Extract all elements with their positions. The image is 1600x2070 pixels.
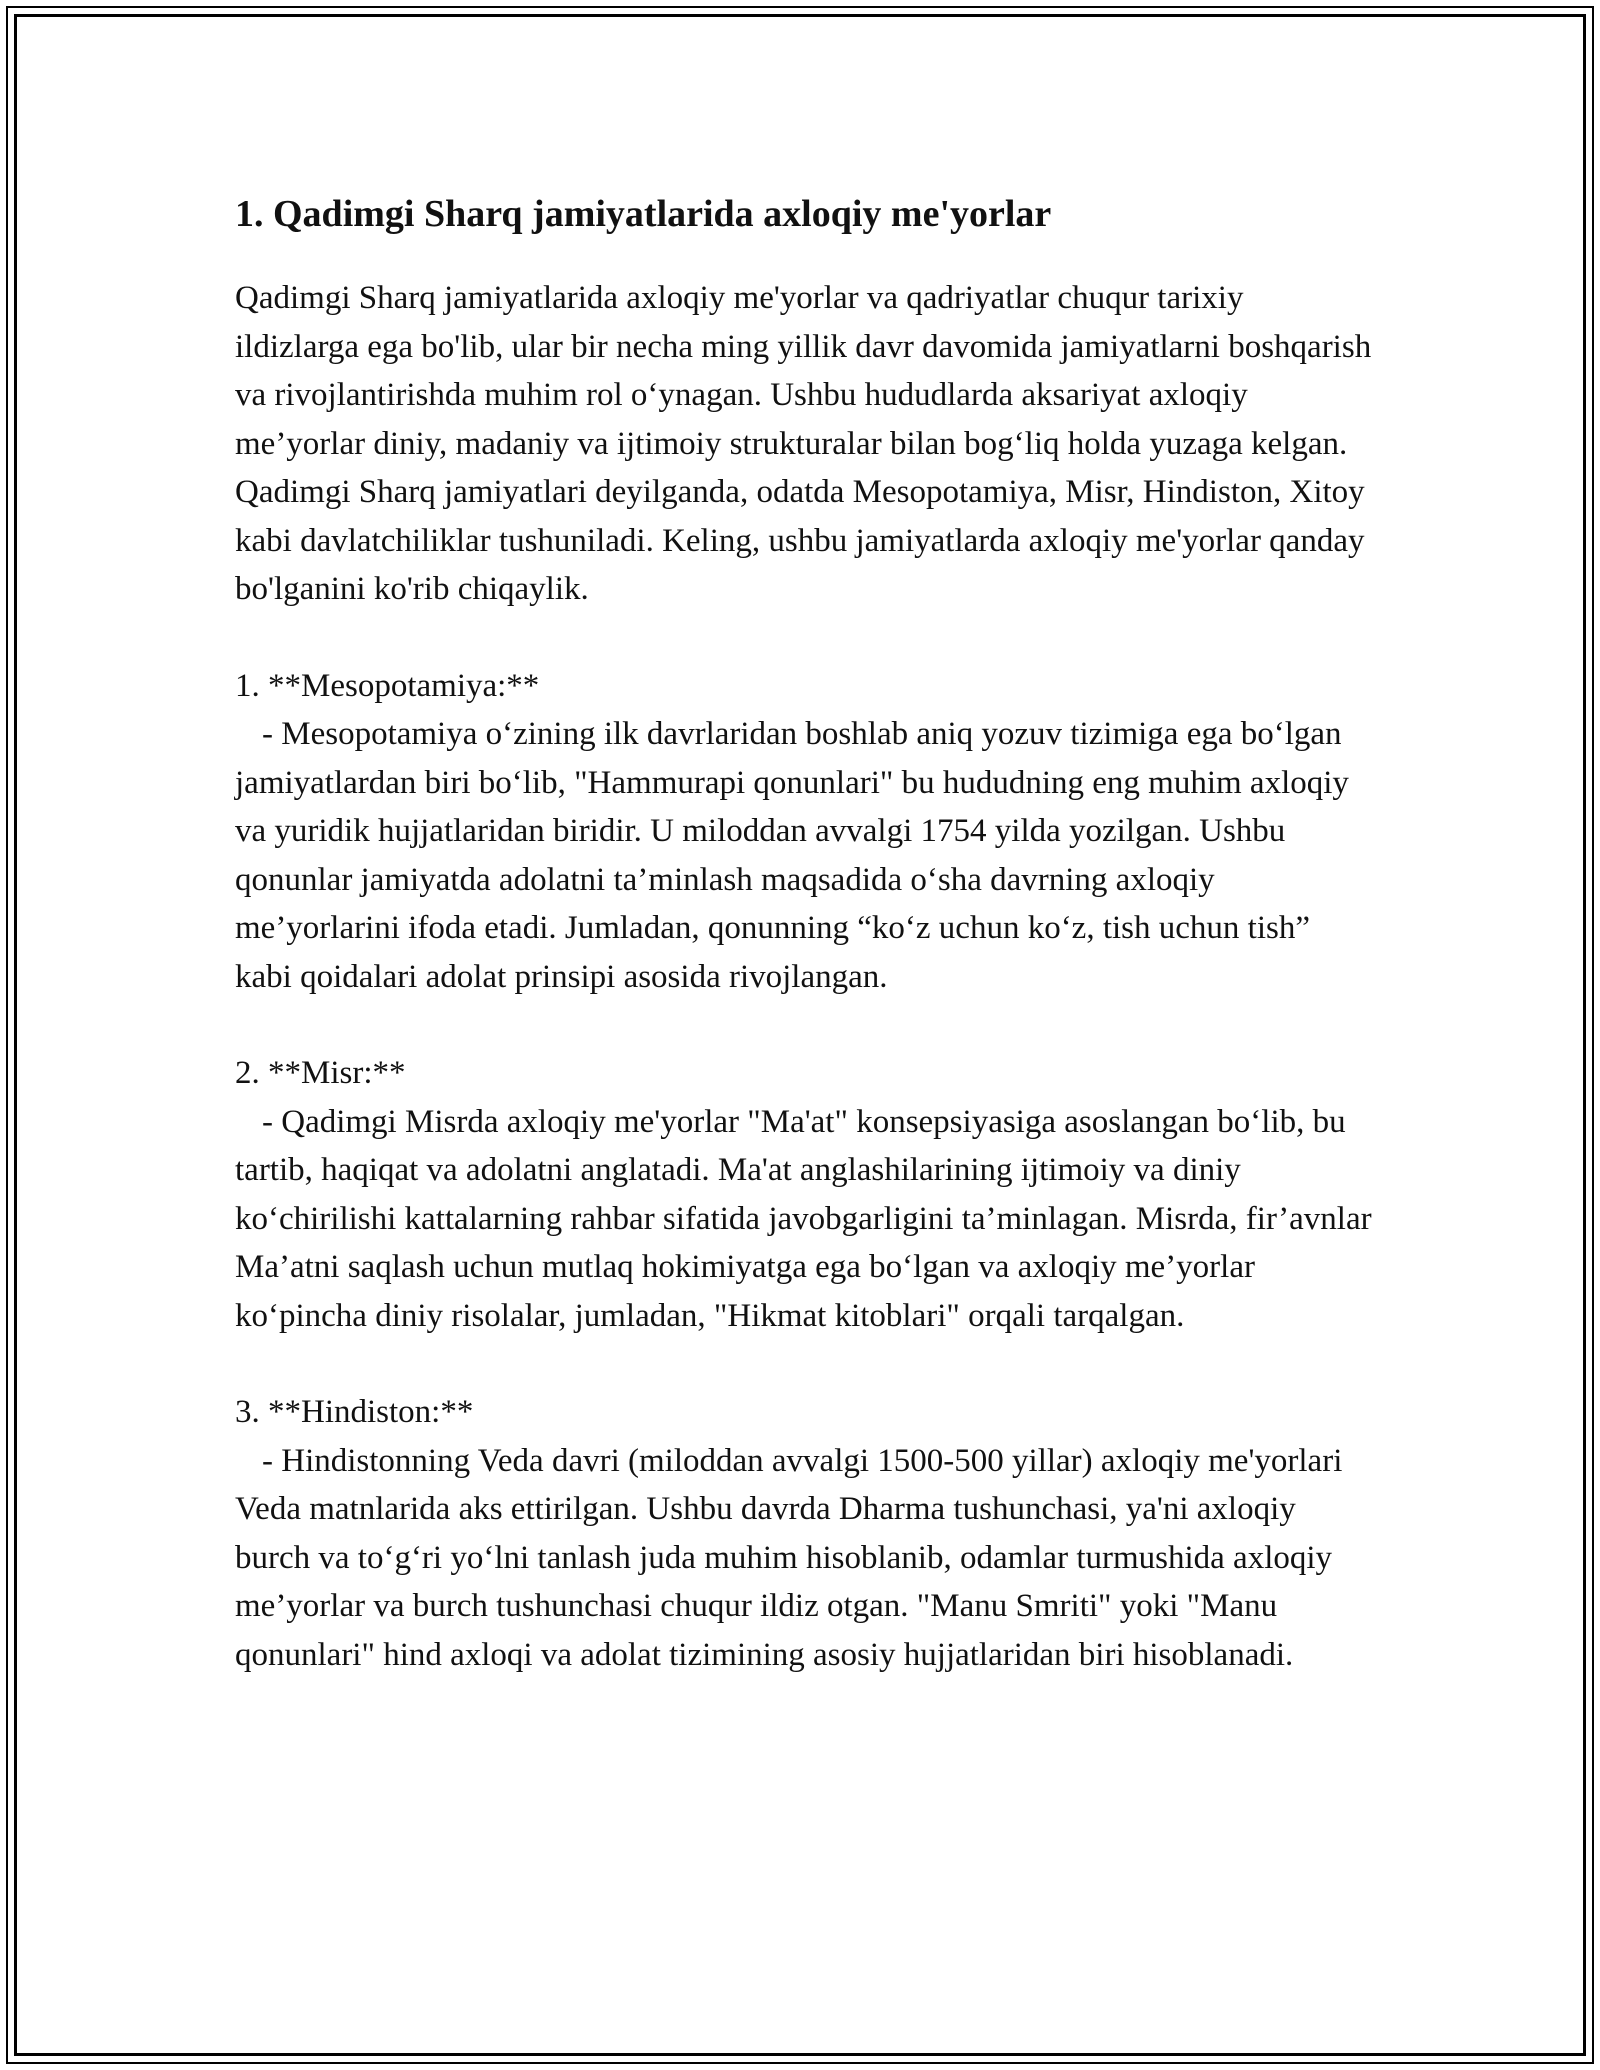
document-body [235,190,1380,1679]
intro-paragraph: Qadimgi Sharq jamiyatlarida axloqiy me'yorlar va qadriyatlar chuqur tarixiy ildizlarga ega bo'lib, ular bir necha ming yillik davr davomida jamiyatlarni boshqarish va rivojlantirishda muhim rol o‘ynagan. Ushbu hududlarda aksariyat axloqiy me’yorlar diniy, madaniy va ijtimoiy strukturalar bilan bog‘liq holda yuzaga kelgan. Qadimgi Sharq jamiyatlari deyilganda, odatda Mesopotamiya, Misr, Hindiston, Xitoy kabi davlatchiliklar tushuniladi. Keling, ushbu jamiyatlarda axloqiy me'yorlar qanday bo'lganini ko'rib chiqaylik. [235,280,1380,607]
document-title: 1. Qadimgi Sharq jamiyatlarida axloqiy me'yorlar [235,193,1052,235]
section-body: - Mesopotamiya o‘zining ilk davrlaridan boshlab aniq yozuv tizimiga ega bo‘lgan jamiyatlardan biri bo‘lib, "Hammurapi qonunlari" bu hududning eng muhim axloqiy va yuridik hujjatlaridan biridir. U miloddan avvalgi 1754 yilda yozilgan. Ushbu qonunlar jamiyatda adolatni ta’minlash maqsadida o‘sha davrning axloqiy me’yorlarini ifoda etadi. Jumladan, qonunning “ko‘z uchun ko‘z, tish uchun tish” kabi qoidalari adolat prinsipi asosida rivojlangan. [235,716,1349,995]
section-heading: 2. **Misr:** [235,1055,406,1091]
section-hindiston [235,1388,1375,1679]
section-heading: 3. **Hindiston:** [235,1394,474,1430]
section-body: - Qadimgi Misrda axloqiy me'yorlar "Ma'at" konsepsiyasiga asoslangan bo‘lib, bu tartib, haqiqat va adolatni anglatadi. Ma'at anglashilarining ijtimoiy va diniy ko‘chirilishi kattalarning rahbar sifatida javobgarligini ta’minlagan. Misrda, fir’avnlar Ma’atni saqlash uchun mutlaq hokimiyatga ega bo‘lgan va axloqiy me’yorlar ko‘pincha diniy risolalar, jumladan, "Hikmat kitoblari" orqali tarqalgan. [235,1103,1372,1334]
section-misr [235,1049,1375,1340]
section-body: - Hindistonning Veda davri (miloddan avvalgi 1500-500 yillar) axloqiy me'yorlari Veda matnlarida aks ettirilgan. Ushbu davrda Dharma tushunchasi, ya'ni axloqiy burch va to‘g‘ri yo‘lni tanlash juda muhim hisoblanib, odamlar turmushida axloqiy me’yorlar va burch tushunchasi chuqur ildiz otgan. "Manu Smriti" yoki "Manu qonunlari" hind axloqi va adolat tizimining asosiy hujjatlaridan biri hisoblanadi. [235,1442,1343,1673]
section-heading: 1. **Mesopotamiya:** [235,667,540,704]
section-mesopotamiya [235,662,1375,1002]
